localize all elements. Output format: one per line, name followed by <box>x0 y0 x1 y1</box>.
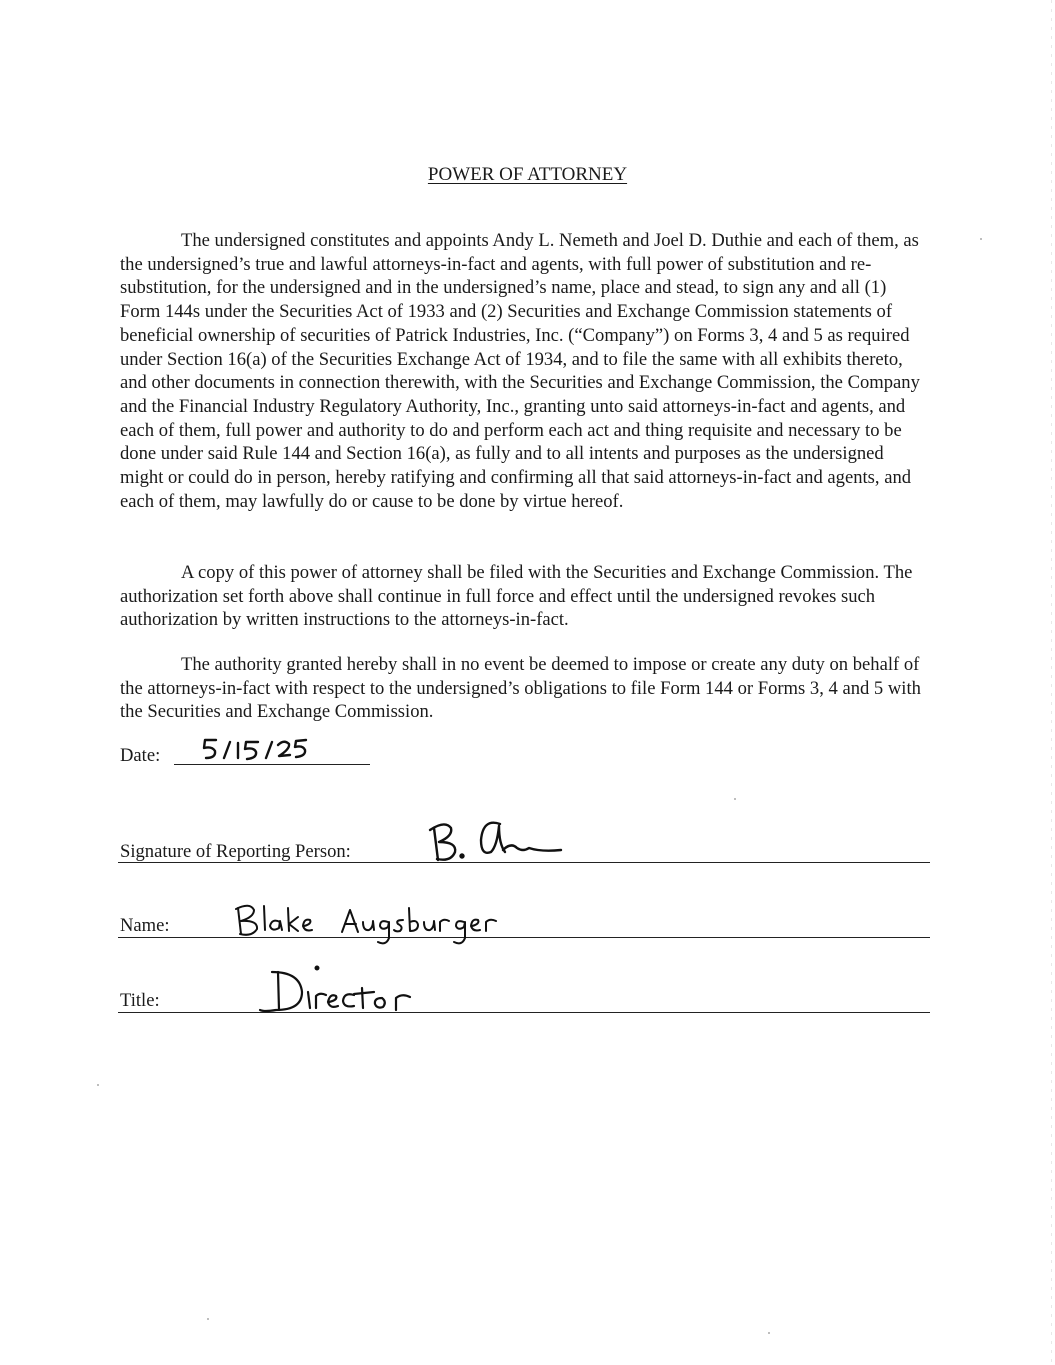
name-handwriting-drawing <box>232 900 517 950</box>
scan-edge-artifact <box>1051 0 1052 1365</box>
scan-speck <box>734 798 736 800</box>
scan-speck <box>97 1084 99 1086</box>
signature-drawing <box>425 812 570 864</box>
paragraph-appointment: The undersigned constitutes and appoints Andy L. Nemeth and Joel D. Duthie and each of them, as the undersigned’s true and lawful attorneys-in-fact and agents, with full power of substitution and re-substitution, for the undersigned and in the undersigned’s name, place and stead, to sign any and all (1) Form 144s under the Securities Act of 1933 and (2) Securities and Exchange Commission statements of beneficial ownership of securities of Patrick Industries, Inc. (“Company”) on Forms 3, 4 and 5 as required under Section 16(a) of the Securities Exchange Act of 1934, and to file the same with all exhibits thereto, and other documents in connection therewith, with the Securities and Exchange Commission, the Company and the Financial Industry Regulatory Authority, Inc., granting unto said attorneys-in-fact and agents, and each of them, full power and authority to do and perform each act and thing requisite and necessary to be done under said Rule 144 and Section 16(a), as fully and to all intents and purposes as the undersigned might or could do in person, hereby ratifying and confirming all that said attorneys-in-fact and agents, and each of them, may lawfully do or cause to be done by virtue hereof. <box>120 230 920 512</box>
document-title-text: POWER OF ATTORNEY <box>427 164 628 185</box>
name-handwritten <box>232 900 517 950</box>
scan-speck <box>980 238 982 240</box>
document-title <box>0 163 1055 187</box>
paragraph-filing: A copy of this power of attorney shall be filed with the Securities and Exchange Commission. The authorization set forth above shall continue in full force and effect until the undersigned revokes such authorization by written instructions to the attorneys-in-fact. <box>120 562 913 631</box>
date-value <box>320 734 324 735</box>
signature-value <box>570 812 571 814</box>
date-label: Date: <box>120 745 161 766</box>
title-handwritten <box>256 962 426 1016</box>
scan-speck <box>207 1318 209 1320</box>
title-handwriting-drawing <box>256 962 426 1016</box>
paragraph-no-duty: The authority granted hereby shall in no event be deemed to impose or create any duty on behalf of the attorneys-in-fact with respect to the undersigned’s obligations to file Form 144 or Forms 3, 4 and 5 with the Securities and Exchange Commission. <box>120 654 921 723</box>
title-line <box>118 1012 930 1013</box>
name-label: Name: <box>120 915 170 936</box>
title-label: Title: <box>120 990 160 1011</box>
date-handwriting-drawing <box>200 734 320 766</box>
signature-handwritten <box>425 812 570 864</box>
date-handwritten <box>200 734 320 766</box>
scan-speck <box>768 1332 770 1334</box>
signature-label: Signature of Reporting Person: <box>120 841 351 862</box>
name-value <box>517 900 523 902</box>
title-value <box>426 962 430 963</box>
